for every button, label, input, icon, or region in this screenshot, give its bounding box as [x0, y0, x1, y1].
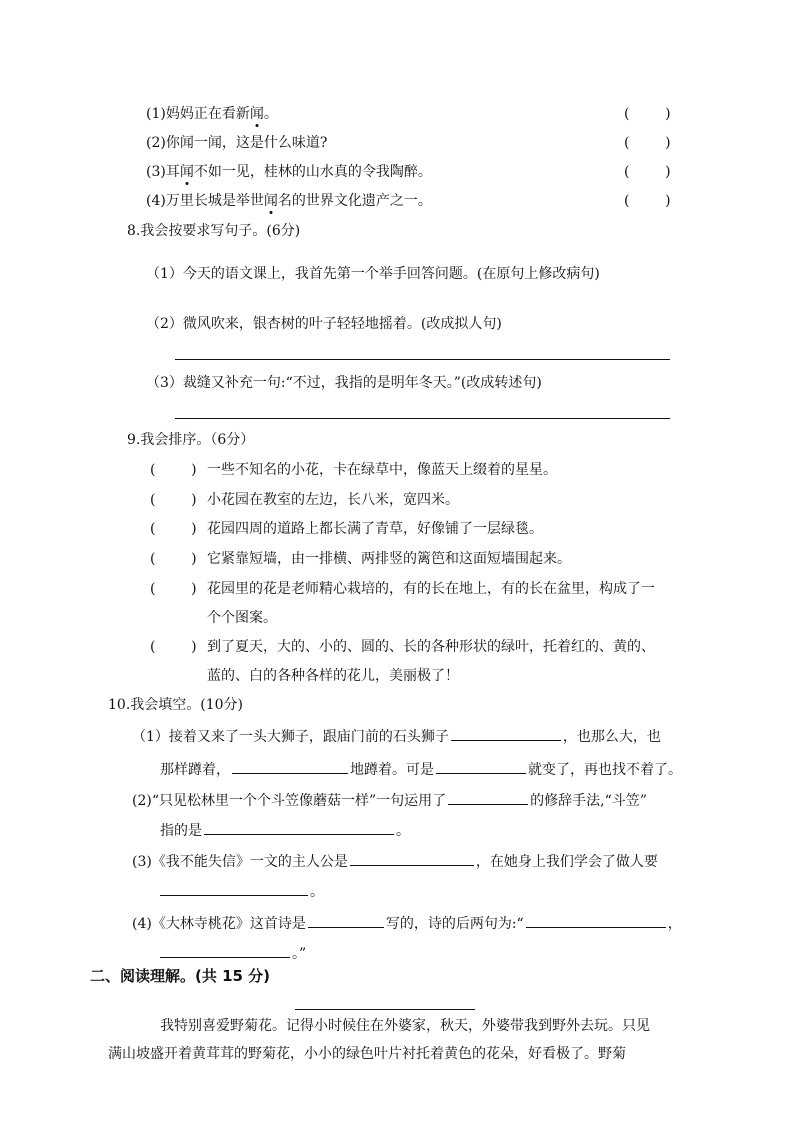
q10-line-2	[160, 758, 682, 780]
q7-item-2-text: (2)你闻一闻，这是什么味道?	[146, 135, 328, 151]
q7-item-2	[146, 133, 327, 153]
q10-l5-text-a: (3)《我不能失信》一文的主人公是	[132, 854, 348, 870]
q9-item-2: 小花园在教室的左边，长八米，宽四米。	[207, 492, 459, 508]
q7-item-3-post: 不如一见，桂林的山水真的令我陶醉。	[193, 164, 432, 180]
q10-l6-text-b: 。	[310, 884, 324, 900]
q8-answer-line-3[interactable]	[175, 418, 670, 419]
q9-item-3: 花园四周的道路上都长满了青草，好像铺了一层绿毯。	[207, 521, 543, 537]
q7-item-4	[146, 191, 432, 211]
q10-blank-9[interactable]	[526, 912, 666, 928]
passage-title-blank[interactable]	[295, 1009, 475, 1010]
q10-line-7	[132, 912, 682, 934]
q10-line-4	[160, 819, 410, 841]
q9-item-6-cont: 蓝的、白的各种各样的花儿，美丽极了！	[207, 668, 459, 684]
q10-blank-3[interactable]	[436, 758, 526, 774]
q10-blank-10[interactable]	[160, 942, 290, 958]
q10-blank-8[interactable]	[308, 912, 384, 928]
q9-item-1: 一些不知名的小花，卡在绿草中，像蓝天上缀着的星星。	[207, 462, 557, 478]
q10-blank-1[interactable]	[451, 725, 561, 741]
q10-l1-text-b: ，也那么大，也	[562, 729, 661, 745]
q10-l2-text-b: 地蹲着。可是	[350, 762, 434, 778]
q10-title: 10.我会填空。(10分)	[108, 697, 244, 713]
q10-l3-text-b: 的修辞手法,“斗笠”	[530, 793, 647, 809]
q8-title: 8.我会按要求写句子。(6分)	[127, 223, 301, 239]
q10-blank-2[interactable]	[232, 758, 348, 774]
q10-line-8	[160, 942, 306, 964]
q9-paren-6[interactable]: ( )	[150, 639, 197, 655]
q7-item-3-dotted-char: 闻	[179, 164, 194, 180]
q8-sentence-3: （3）裁缝又补充一句:“不过，我指的是明年冬天。”(改成转述句)	[146, 375, 542, 391]
q10-l7-text-a: (4)《大林寺桃花》这首诗是	[132, 916, 306, 932]
q10-blank-5[interactable]	[204, 819, 394, 835]
q8-sentence-2: （2）微风吹来，银杏树的叶子轻轻地摇着。(改成拟人句)	[146, 316, 502, 332]
q10-blank-7[interactable]	[160, 880, 308, 896]
q9-paren-2[interactable]: ( )	[150, 492, 197, 508]
q10-l2-text-a: 那样蹲着，	[160, 762, 230, 778]
q7-item-1	[146, 104, 278, 124]
q10-l1-text-a: （1）接着又来了一头大狮子，跟庙门前的石头狮子	[132, 729, 449, 745]
q9-item-4: 它紧靠短墙，由一排横、两排竖的篱笆和这面短墙围起来。	[207, 551, 571, 567]
section-2-heading: 二、阅读理解。(共 15 分)	[90, 967, 271, 985]
q10-l3-text-a: (2)“只见松林里一个个斗笠像蘑菇一样”一句运用了	[132, 793, 447, 809]
q10-line-5	[132, 850, 658, 872]
q10-line-1	[132, 725, 661, 747]
q9-item-5: 花园里的花是老师精心栽培的，有的长在地上，有的长在盆里，构成了一	[207, 581, 655, 597]
q10-blank-6[interactable]	[350, 850, 474, 866]
q9-paren-1[interactable]: ( )	[150, 462, 197, 478]
passage-line-1: 我特别喜爱野菊花。记得小时候住在外婆家，秋天，外婆带我到野外去玩。只见	[160, 1018, 650, 1034]
q9-paren-4[interactable]: ( )	[150, 551, 197, 567]
q10-l2-text-c: 就变了，再也找不着了。	[528, 762, 682, 778]
q7-item-1-dotted-char: 闻	[249, 106, 264, 122]
q10-l7-text-b: 写的，诗的后两句为:“	[385, 916, 524, 932]
q9-paren-5[interactable]: ( )	[150, 581, 197, 597]
q8-answer-line-2[interactable]	[175, 359, 670, 360]
q7-item-3-pre: (3)耳	[146, 164, 180, 180]
q7-item-4-answer[interactable]: ( )	[624, 193, 671, 209]
q9-title: 9.我会排序。（6分）	[127, 432, 255, 448]
q9-item-6: 到了夏天，大的、小的、圆的、长的各种形状的绿叶，托着红的、黄的、	[207, 639, 655, 655]
q7-item-4-dotted-char: 闻	[263, 193, 278, 209]
q7-item-1-post: 。	[263, 106, 278, 122]
q8-sentence-1: （1）今天的语文课上，我首先第一个举手回答问题。(在原句上修改病句)	[146, 266, 600, 282]
q9-item-5-cont: 个个图案。	[207, 610, 277, 626]
q7-item-3	[146, 162, 432, 182]
q7-item-1-pre: (1)妈妈正在看新	[146, 106, 250, 122]
q7-item-4-post: 名的世界文化遗产之一。	[277, 193, 432, 209]
q9-paren-3[interactable]: ( )	[150, 521, 197, 537]
q10-blank-4[interactable]	[448, 789, 528, 805]
passage-line-2: 满山坡盛开着黄茸茸的野菊花，小小的绿色叶片衬托着黄色的花朵，好看极了。野菊	[108, 1046, 626, 1062]
q10-line-6	[160, 880, 324, 902]
q7-item-1-answer[interactable]: ( )	[624, 106, 671, 122]
q10-l5-text-b: ，在她身上我们学会了做人要	[475, 854, 658, 870]
q10-l4-text-a: 指的是	[160, 823, 202, 839]
q10-l8-text-b: 。”	[292, 946, 307, 962]
q10-l7-text-c: ，	[667, 916, 682, 932]
q10-line-3	[132, 789, 647, 811]
q10-l4-text-b: 。	[396, 823, 410, 839]
q7-item-3-answer[interactable]: ( )	[624, 164, 671, 180]
q7-item-4-pre: (4)万里长城是举世	[146, 193, 264, 209]
q7-item-2-answer[interactable]: ( )	[624, 135, 671, 151]
